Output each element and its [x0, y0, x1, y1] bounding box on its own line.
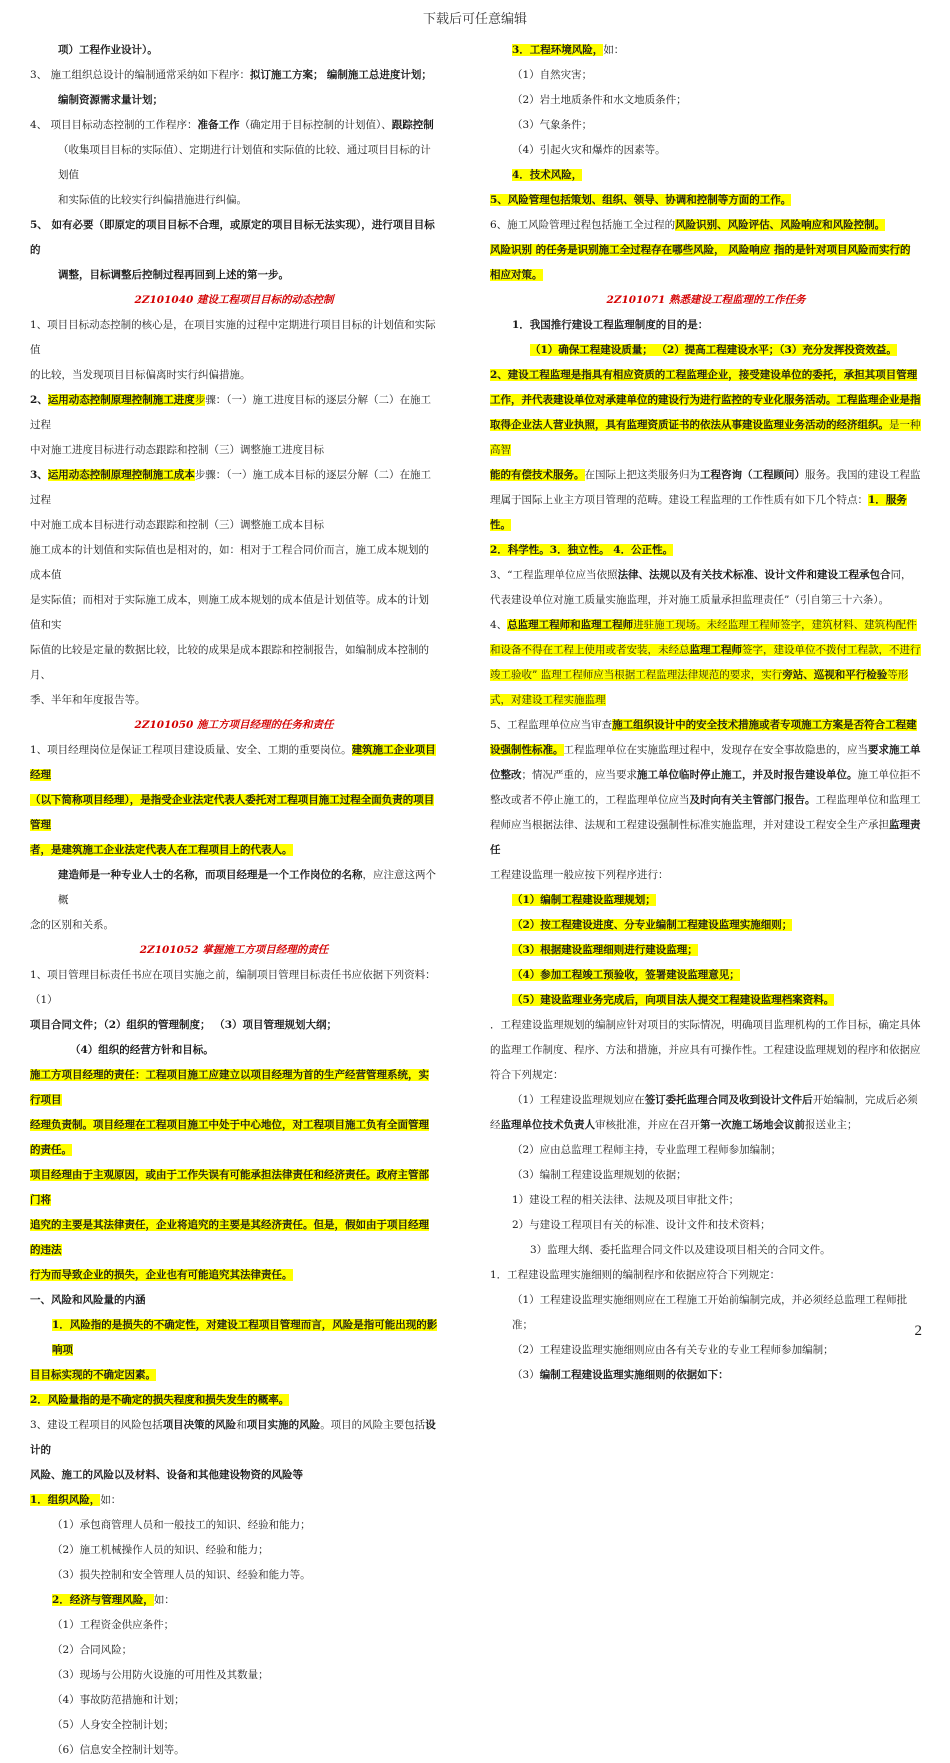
text-line [30, 863, 438, 913]
highlighted-text: 和设备不得在工程上使用或者安装，未经总 [490, 644, 690, 656]
text-segment: 3、“工程监理单位应当依照 [490, 569, 618, 581]
highlighted-text: 竣工验收” 监理工程师应当根据工程监理法律规范的要求，实行 [490, 669, 783, 681]
text-line [490, 813, 922, 838]
text-line [490, 388, 922, 413]
text-line [490, 238, 922, 263]
text-line [30, 1538, 438, 1563]
text-segment: ；情况严重的，应当要求 [521, 769, 637, 781]
highlighted-text: 工作，并代表建设单位对承建单位的建设行为进行监控的专业化服务活动。工程监理企业是指 [490, 394, 921, 406]
highlighted-text: 2、建设工程监理是指具有相应资质的工程监理企业，接受建设单位的委托，承担其项目管理 [490, 369, 918, 381]
section-heading [30, 938, 438, 963]
text-segment: 6、施工风险管理过程包括施工全过程的 [490, 219, 676, 231]
text-line [490, 838, 922, 863]
text-segment: 3、 [30, 469, 48, 481]
text-line [30, 1713, 438, 1738]
text-line [30, 1513, 438, 1538]
text-line [490, 363, 922, 388]
text-segment: （4）组织的经营方针和目标。 [70, 1044, 214, 1056]
text-segment: 监理单位技术负责人 [500, 1119, 595, 1131]
text-line [490, 263, 922, 288]
text-segment: 项）工程作业设计）。 [58, 44, 158, 56]
text-segment: 2、 [30, 394, 48, 406]
text-line [30, 1613, 438, 1638]
text-line [30, 588, 438, 638]
text-segment: 及时向有关主管部门报告。 [689, 794, 816, 806]
text-segment: （5）人身安全控制计划； [52, 1719, 175, 1731]
text-line [490, 538, 922, 563]
text-line [490, 563, 922, 588]
text-line [490, 638, 922, 663]
text-segment: 经 [490, 1119, 501, 1131]
highlighted-text: （1）编制工程建设监理规划； [512, 894, 656, 906]
text-line [30, 1113, 438, 1163]
text-segment: 2Z101040 建设工程项目目标的动态控制 [134, 294, 334, 306]
text-segment: （2）岩土地质条件和水文地质条件； [512, 94, 687, 106]
text-line [30, 363, 438, 388]
text-segment: 1．工程建设监理实施细则的编制程序和依据应符合下列规定： [490, 1269, 781, 1281]
text-line [30, 788, 438, 838]
highlighted-text: 等形 [887, 669, 909, 681]
text-line [490, 188, 922, 213]
text-segment: 1）建设工程的相关法律、法规及项目审批文件； [512, 1194, 740, 1206]
text-line [490, 888, 922, 913]
highlighted-text: 项目经理由于主观原因，或由于工作失误有可能承担法律责任和经济责任。政府主管部门将 [30, 1169, 429, 1206]
text-line [490, 163, 922, 188]
text-line [30, 1163, 438, 1213]
highlighted-text: （2）按工程建设进度、分专业编制工程建设监理实施细则； [512, 919, 793, 931]
highlighted-text: 2．经济与管理风险， [52, 1594, 154, 1606]
text-segment: 在国际上把这类服务归为 [584, 469, 700, 481]
text-segment: 4、 [490, 619, 508, 631]
text-segment: 1、项目管理目标责任书应在项目实施之前，编制项目管理目标责任书应依据下列资料：（1） [30, 969, 436, 1006]
text-segment: （3）气象条件； [512, 119, 593, 131]
text-line [490, 213, 922, 238]
text-line [30, 1563, 438, 1588]
text-segment: （1）承包商管理人员和一般技工的知识、经验和能力； [52, 1519, 311, 1531]
text-line [490, 663, 922, 688]
highlighted-text: 式，对建设工程实施监理 [490, 694, 606, 706]
highlighted-text: （5）建设监理业务完成后，向项目法人提交工程建设监理档案资料。 [512, 994, 835, 1006]
text-segment: 编制施工总进度计划； [326, 69, 432, 81]
highlighted-text: 目目标实现的不确定因素。 [30, 1369, 156, 1381]
text-segment: 2Z101050 施工方项目经理的任务和责任 [134, 719, 334, 731]
text-line [490, 1213, 922, 1238]
text-segment: 中对施工进度目标进行动态跟踪和控制（三）调整施工进度目标 [30, 444, 324, 456]
text-line [490, 1238, 922, 1263]
text-segment: 工程监理单位在实施监理过程中，发现存在安全事故隐患的，应当 [563, 744, 868, 756]
text-segment: 服务。我国的建设工程监 [805, 469, 921, 481]
text-line [30, 838, 438, 863]
text-line [490, 613, 922, 638]
highlighted-text: 5、风险管理包括策划、组织、领导、协调和控制等方面的工作。 [490, 194, 792, 206]
highlighted-text: 运用动态控制原理控制施工成本 [47, 469, 195, 481]
text-line [30, 1463, 438, 1488]
text-segment: 程师应当根据法律、法规和工程建设强制性标准实施监理，并对建设工程安全生产承担 [490, 819, 889, 831]
text-segment: 准备工作 [197, 119, 240, 131]
text-line [490, 588, 922, 613]
highlighted-text: 1．组织风险， [30, 1494, 101, 1506]
text-segment: 代表建设单位对施工质量实施监理，并对施工质量承担监理责任”（引自第三十六条）。 [490, 594, 890, 606]
text-line [490, 763, 922, 788]
text-segment: 报送业主； [805, 1119, 858, 1131]
text-line [30, 1313, 438, 1363]
highlighted-text: 设强制性标准。 [490, 744, 564, 756]
text-segment: 念的区别和关系。 [30, 919, 114, 931]
text-segment: 风险、施工的风险以及材料、设备和其他建设物资的风险等 [30, 1469, 303, 1481]
text-segment: 1、项目目标动态控制的核心是，在项目实施的过程中定期进行项目目标的计划值和实际值 [30, 319, 436, 356]
text-segment: 如： [153, 1594, 175, 1606]
text-segment: 符合下列规定： [490, 1069, 564, 1081]
right-column [490, 38, 922, 1388]
text-segment: （2）工程建设监理实施细则应由各有关专业的专业工程师参加编制； [512, 1344, 834, 1356]
text-line [490, 38, 922, 63]
text-segment: 2Z101052 掌握施工方项目经理的责任 [139, 944, 329, 956]
text-segment: 工程建设监理一般应按下列程序进行： [490, 869, 669, 881]
text-segment: （3） [512, 1369, 540, 1381]
highlighted-text: 1．服务性。 [490, 494, 907, 531]
text-line [490, 913, 922, 938]
highlighted-text: 风险识别 的任务是识别施工全过程存在哪些风险， 风险响应 指的是针对项目风险而实行的 [490, 244, 911, 256]
text-line [490, 738, 922, 763]
text-line [490, 138, 922, 163]
text-segment: 和 [236, 1419, 247, 1431]
highlighted-text: 能的有偿技术服务。 [490, 469, 585, 481]
text-segment: 监理责 [889, 819, 921, 831]
text-line [30, 1063, 438, 1113]
text-line [490, 1088, 922, 1113]
text-segment: 施工成本的计划值和实际值也是相对的，如：相对于工程合同价而言，施工成本规划的成本值 [30, 544, 429, 581]
highlighted-text: 追究的主要是其法律责任，企业将追究的主要是其经济责任。但是，假如由于项目经理的违法 [30, 1219, 429, 1256]
highlighted-text: 行为而导致企业的损失，企业也有可能追究其法律责任。 [30, 1269, 293, 1281]
text-line [490, 1163, 922, 1188]
text-segment: （3）损失控制和安全管理人员的知识、经验和能力等。 [52, 1569, 311, 1581]
text-segment: 第一次施工场地会议前 [700, 1119, 805, 1131]
text-line [30, 513, 438, 538]
highlighted-text: 旁站、巡视和平行检验 [782, 669, 888, 681]
text-line [30, 1363, 438, 1388]
text-segment: 项目实施的风险 [246, 1419, 321, 1431]
text-segment: 建造师是一种专业人士的名称，而项目经理是一个工作岗位的名称 [58, 869, 363, 881]
text-line [490, 688, 922, 713]
text-line [30, 963, 438, 1013]
text-line [30, 438, 438, 463]
text-segment: 季、半年和年度报告等。 [30, 694, 146, 706]
text-segment: ，应注意这两个概 [58, 869, 436, 906]
text-line [490, 963, 922, 988]
text-segment: 跟踪控制 [391, 119, 434, 131]
text-line [30, 213, 438, 263]
text-segment: （收集项目目标的实际值）、定期进行计划值和实际值的比较、通过项目目标的计划值 [58, 144, 431, 181]
text-line [30, 463, 438, 513]
text-line [30, 188, 438, 213]
text-segment: （6）信息安全控制计划等。 [52, 1744, 185, 1756]
text-line [490, 463, 922, 488]
text-segment: 3、 施工组织总设计的编制通常采纳如下程序： [30, 69, 251, 81]
text-line [490, 88, 922, 113]
text-line [30, 263, 438, 288]
highlighted-text: 签字，建设单位不拨付工程款，不进行 [742, 644, 921, 656]
text-segment: 1．我国推行建设工程监理制度的目的是： [512, 319, 709, 331]
text-line [30, 63, 438, 88]
text-line [30, 1738, 438, 1763]
text-line [490, 1363, 922, 1388]
text-line [490, 938, 922, 963]
text-line [30, 1038, 438, 1063]
text-line [490, 1013, 922, 1038]
text-line [30, 1688, 438, 1713]
highlighted-text: 进驻施工现场。未经 [633, 619, 728, 631]
text-line [30, 388, 438, 438]
highlighted-text: （3）根据建设监理细则进行建设监理； [512, 944, 698, 956]
text-segment: 设计的 [30, 1419, 436, 1456]
text-segment: 开始编制，完成后必须 [812, 1094, 918, 1106]
text-segment: 任 [490, 844, 501, 856]
text-segment: 骤：（一）施工进度目标的逐层分解（二）在施工过程 [30, 394, 432, 431]
text-line [490, 413, 922, 463]
text-line [30, 138, 438, 188]
text-line [30, 913, 438, 938]
text-line [490, 338, 922, 363]
text-segment: 审核批准，并应在召开 [595, 1119, 700, 1131]
text-line [30, 1638, 438, 1663]
text-line [490, 988, 922, 1013]
text-segment: 。项目的风险主要包括 [320, 1419, 426, 1431]
text-line [490, 488, 922, 538]
text-segment: 是实际值；而相对于实际施工成本，则施工成本规划的成本值是计划值等。成本的计划值和实 [30, 594, 429, 631]
text-line [30, 113, 438, 138]
text-line [30, 538, 438, 588]
text-line [30, 688, 438, 713]
text-segment: 3）监理大纲、委托监理合同文件以及建设项目相关的合同文件。 [530, 1244, 831, 1256]
text-segment: 际值的比较是定量的数据比较，比较的成果是成本跟踪和控制报告，如编制成本控制的月、 [30, 644, 429, 681]
text-segment: 同， [890, 569, 912, 581]
text-segment: （4）事故防范措施和计划； [52, 1694, 185, 1706]
text-line [30, 1013, 438, 1038]
text-line [490, 313, 922, 338]
text-line [490, 63, 922, 88]
text-line [30, 738, 438, 788]
text-segment: （2）施工机械操作人员的知识、经验和能力； [52, 1544, 269, 1556]
highlighted-text: 监理工程师 [689, 644, 742, 656]
highlighted-text: 经理负责制。项目经理在工程项目施工中处于中心地位，对工程项目施工负有全面管理的责任。 [30, 1119, 429, 1156]
text-line [490, 1138, 922, 1163]
text-segment: 施工单位临时停止施工，并及时报告建设单位。 [637, 769, 858, 781]
text-line [30, 313, 438, 363]
text-segment: 5、 如有必要（即原定的项目目标不合理，或原定的项目目标无法实现），进行项目目标的 [30, 219, 435, 256]
left-column [30, 38, 438, 1763]
text-segment: （确定用于目标控制的计划值）、 [239, 119, 392, 131]
highlighted-text: （1）确保工程建设质量； （2）提高工程建设水平；（3）充分发挥投资效益。 [530, 344, 897, 356]
text-line [490, 788, 922, 813]
text-line [30, 1488, 438, 1513]
text-segment: （3）编制工程建设监理规划的依据； [512, 1169, 687, 1181]
text-segment: 位整改 [490, 769, 522, 781]
text-line [490, 1113, 922, 1138]
highlighted-text: 运用动态控制原理控制施工进度 [47, 394, 195, 406]
text-segment: （1）自然灾害； [512, 69, 593, 81]
text-line [30, 1263, 438, 1288]
page-number: 2 [914, 1323, 922, 1339]
text-segment: （1）工程建设监理规划应在 [512, 1094, 645, 1106]
highlighted-text: 是一种高智 [490, 419, 921, 456]
text-segment: 调整，目标调整后控制过程再回到上述的第一步。 [58, 269, 289, 281]
text-segment: 理属于国际上业主方项目管理的范畴。建设工程监理的工作性质有如下几个特点： [490, 494, 868, 506]
text-segment: 的比较，当发现项目目标偏离时实行纠偏措施。 [30, 369, 251, 381]
highlighted-text: 4．技术风险， [512, 169, 583, 181]
text-segment: 一、风险和风险量的内涵 [30, 1294, 146, 1306]
text-line [490, 1063, 922, 1088]
text-line [30, 38, 438, 63]
text-line [490, 863, 922, 888]
text-segment: 整改或者不停止施工的，工程监理单位应当 [490, 794, 690, 806]
text-segment: 法律、法规以及有关技术标准、设计文件和建设工程承包合 [617, 569, 891, 581]
text-line [30, 1588, 438, 1613]
highlighted-text: 者，是建筑施工企业法定代表人在工程项目上的代表人。 [30, 844, 293, 856]
highlighted-text: 风险识别、风险评估、风险响应和风险控制。 [675, 219, 886, 231]
text-segment: 4、 项目目标动态控制的工作程序： [30, 119, 198, 131]
text-line [30, 88, 438, 113]
highlighted-text: 3．工程环境风险， [512, 44, 604, 56]
text-segment: 2）与建设工程项目有关的标准、设计文件和技术资料； [512, 1219, 771, 1231]
text-segment: （1）工程资金供应条件； [52, 1619, 175, 1631]
text-line [30, 1213, 438, 1263]
text-segment: 如： [603, 44, 625, 56]
text-line [490, 1288, 922, 1338]
text-segment: ．工程建设监理规划的编制应针对项目的实际情况，明确项目监理机构的工作目标，确定具体 [490, 1019, 921, 1031]
text-segment: 工程监理单位和监理工 [815, 794, 921, 806]
page-header: 下载后可任意编辑 [422, 12, 527, 27]
text-line [490, 1263, 922, 1288]
text-line [490, 113, 922, 138]
text-segment: 签订委托监理合同及收到设计文件后 [644, 1094, 813, 1106]
highlighted-text: （以下简称项目经理），是指受企业法定代表人委托对工程项目施工过程全面负责的项目管理 [30, 794, 435, 831]
text-segment: 拟订施工方案； [250, 69, 324, 81]
text-segment: （2）应由总监理工程师主持，专业监理工程师参加编制； [512, 1144, 782, 1156]
highlighted-text: 1．风险指的是损失的不确定性，对建设工程项目管理而言，风险是指可能出现的影响项 [52, 1319, 438, 1356]
highlighted-text: 取得企业法人营业执照，具有监理资质证书的依法从事建设监理业务活动的经济组织。 [490, 419, 889, 431]
highlighted-text: 步 [194, 394, 206, 406]
text-line [30, 638, 438, 688]
highlighted-text: 2．风险量指的是不确定的损失程度和损失发生的概率。 [30, 1394, 290, 1406]
text-segment: 3、建设工程项目的风险包括 [30, 1419, 163, 1431]
text-line [490, 713, 922, 738]
text-line [30, 1288, 438, 1313]
highlighted-text: （4）参加工程竣工预验收，签署建设监理意见； [512, 969, 740, 981]
text-segment: 施工单位拒不 [857, 769, 921, 781]
text-segment: 要求施工单 [868, 744, 921, 756]
text-segment: 如： [100, 1494, 122, 1506]
text-segment: 项目合同文件；（2）组织的管理制度； （3）项目管理规划大纲； [30, 1019, 338, 1031]
text-line [490, 1338, 922, 1363]
text-segment: 步骤：（一）施工成本目标的逐层分解（二）在施工过程 [30, 469, 432, 506]
text-segment: 项目决策的风险 [162, 1419, 237, 1431]
section-heading [30, 288, 438, 313]
text-segment: （4）引起火灾和爆炸的因素等。 [512, 144, 666, 156]
highlighted-text: 监理工程师签字，建筑材料、建筑构配件 [727, 619, 917, 631]
text-line [490, 1038, 922, 1063]
text-segment: 2Z101071 熟悉建设工程监理的工作任务 [606, 294, 806, 306]
highlighted-text: 建筑施工企业项目经理 [30, 744, 436, 781]
text-line [30, 1388, 438, 1413]
highlighted-text: 施工方项目经理的责任：工程项目施工应建立以项目经理为首的生产经营管理系统，实行项目 [30, 1069, 429, 1106]
text-segment: 编制工程建设监理实施细则的依据如下： [539, 1369, 729, 1381]
text-segment: 1、项目经理岗位是保证工程项目建设质量、安全、工期的重要岗位。 [30, 744, 352, 756]
highlighted-text: 相应对策。 [490, 269, 543, 281]
text-segment: 编制资源需求量计划； [58, 94, 163, 106]
text-segment: 5、工程监理单位应当审查 [490, 719, 613, 731]
text-segment: （2）合同风险； [52, 1644, 133, 1656]
text-segment: 的监理工作制度、程序、方法和措施，并应具有可操作性。工程建设监理规划的程序和依据应 [490, 1044, 921, 1056]
text-line [30, 1663, 438, 1688]
text-segment: （3）现场与公用防火设施的可用性及其数量； [52, 1669, 269, 1681]
highlighted-text: 总监理工程师和监理工程师 [507, 619, 634, 631]
section-heading [490, 288, 922, 313]
highlighted-text: 施工组织设计中的安全技术措施或者专项施工方案是否符合工程建 [612, 719, 917, 731]
section-heading [30, 713, 438, 738]
text-segment: 工程咨询（工程顾问） [700, 469, 805, 481]
text-segment: （1）工程建设监理实施细则应在工程施工开始前编制完成，并必须经总监理工程师批准； [512, 1294, 908, 1331]
text-line [490, 1188, 922, 1213]
text-segment: 和实际值的比较实行纠偏措施进行纠偏。 [58, 194, 247, 206]
highlighted-text: 2．科学性。3．独立性。 4．公正性。 [490, 544, 674, 556]
text-segment: 中对施工成本目标进行动态跟踪和控制（三）调整施工成本目标 [30, 519, 324, 531]
text-line [30, 1413, 438, 1463]
